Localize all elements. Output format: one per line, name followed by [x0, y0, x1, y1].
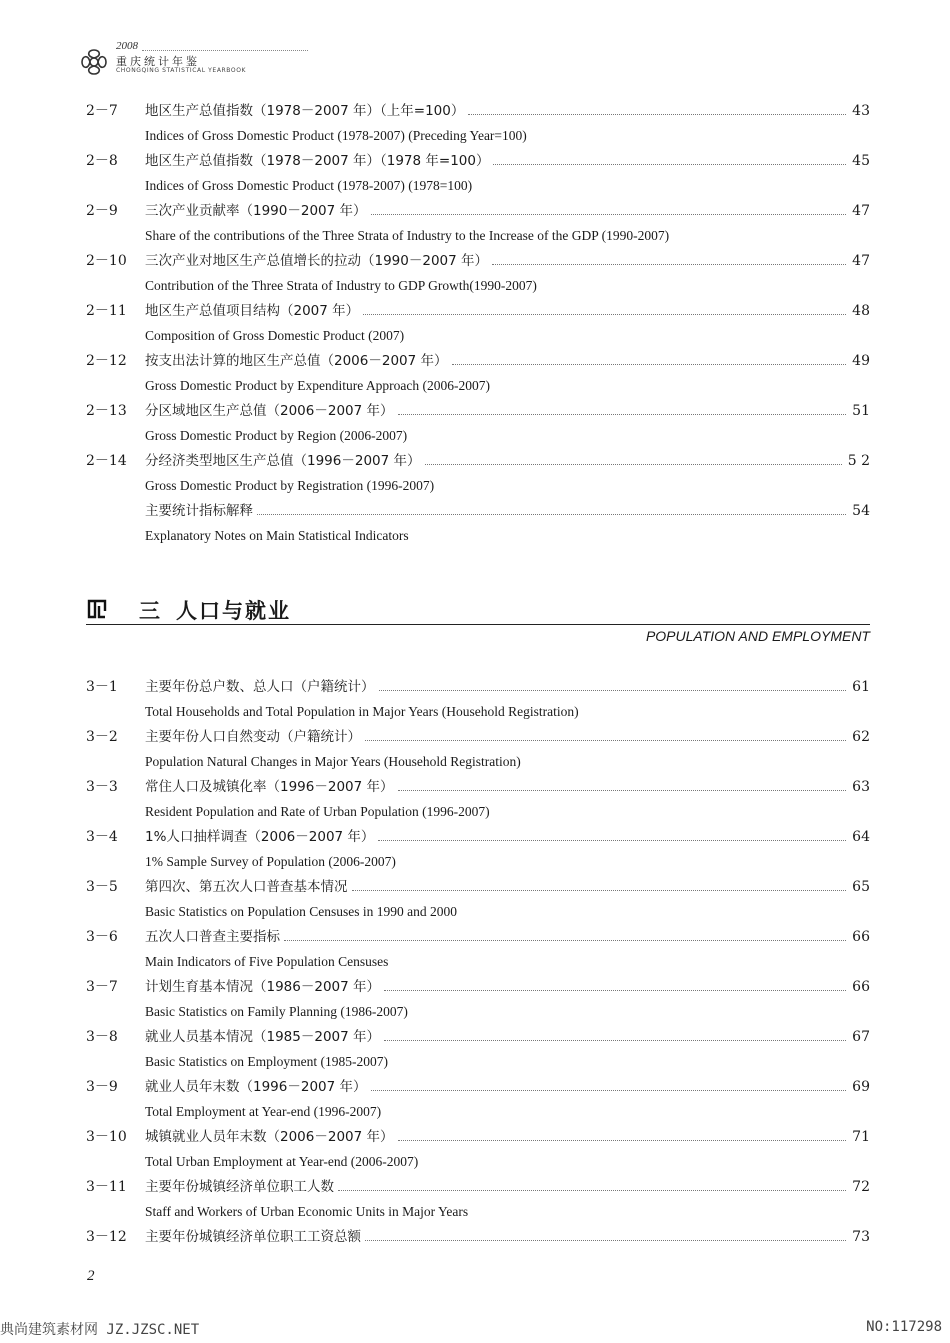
toc-leader-dots — [425, 464, 842, 465]
toc-entry-number: 3－4 — [86, 829, 118, 845]
toc-entry-title-cn: 主要年份城镇经济单位职工人数 — [145, 1179, 334, 1195]
toc-entry-number: 3－8 — [86, 1029, 118, 1045]
toc-leader-dots — [371, 1090, 847, 1091]
toc-entry[interactable] — [0, 778, 950, 828]
toc-entry-page: 43 — [852, 103, 870, 119]
toc-entry-title-en: 1% Sample Survey of Population (2006-2007) — [145, 854, 396, 869]
toc-entry-page: 49 — [852, 353, 870, 369]
toc-leader-dots — [398, 790, 847, 791]
toc-entry-line — [145, 302, 870, 320]
toc-entry-title-cn: 就业人员基本情况（1985－2007 年） — [145, 1029, 381, 1045]
toc-entry[interactable] — [0, 102, 950, 152]
toc-entry-number: 2－12 — [86, 353, 127, 369]
toc-entry-title-en: Population Natural Changes in Major Years (Household Registration) — [145, 754, 521, 769]
toc-entry-line — [145, 678, 870, 696]
yearbook-logo-icon — [80, 48, 108, 76]
toc-leader-dots — [384, 1040, 846, 1041]
toc-entry-title-en: Gross Domestic Product by Region (2006-2007) — [145, 428, 408, 443]
toc-entry-page: 62 — [852, 729, 870, 745]
toc-entry-line — [145, 102, 870, 120]
toc-entry-line — [145, 152, 870, 170]
toc-leader-dots — [352, 890, 847, 891]
toc-entry-title-cn: 1%人口抽样调查（2006－2007 年） — [145, 829, 375, 845]
watermark-site: 典尚建筑素材网 JZ.JZSC.NET — [0, 1322, 200, 1338]
toc-entry-number: 2－13 — [86, 403, 127, 419]
toc-entry[interactable] — [0, 502, 950, 552]
section3-rule — [86, 624, 870, 625]
toc-entry-page: 51 — [852, 403, 870, 419]
toc-entry-number: 3－1 — [86, 679, 118, 695]
toc-entry-page: 61 — [852, 679, 870, 695]
toc-entry[interactable] — [0, 252, 950, 302]
toc-entry-title-cn: 五次人口普查主要指标 — [145, 929, 280, 945]
toc-entry-title-cn: 就业人员年末数（1996－2007 年） — [145, 1079, 367, 1095]
toc-entry-line — [145, 978, 870, 996]
toc-entry-title-cn: 计划生育基本情况（1986－2007 年） — [145, 979, 381, 995]
toc-entry-title-en: Basic Statistics on Family Planning (1986-2007) — [145, 1004, 408, 1019]
section3-title-cn: 人口与就业 — [176, 599, 291, 623]
toc-leader-dots — [363, 314, 846, 315]
toc-entry-title-cn: 三次产业对地区生产总值增长的拉动（1990－2007 年） — [145, 253, 489, 269]
toc-entry-title-cn: 地区生产总值指数（1978－2007 年）（上年=100） — [145, 103, 465, 119]
page-number: 2 — [87, 1268, 95, 1284]
toc-leader-dots — [492, 264, 846, 265]
toc-entry-title-en: Main Indicators of Five Population Censuses — [145, 954, 389, 969]
toc-entry-number: 2－9 — [86, 203, 118, 219]
section-marker-icon — [86, 598, 108, 620]
toc-entry-title-cn: 三次产业贡献率（1990－2007 年） — [145, 203, 367, 219]
toc-leader-dots — [257, 514, 846, 515]
toc-entry-title-en: Total Employment at Year-end (1996-2007) — [145, 1104, 382, 1119]
toc-entry-title-en: Indices of Gross Domestic Product (1978-2007) (1978=100) — [145, 178, 473, 193]
toc-entry-number: 3－7 — [86, 979, 118, 995]
toc-entry-number: 2－7 — [86, 103, 118, 119]
header-year: 2008 — [116, 40, 138, 52]
toc-leader-dots — [468, 114, 846, 115]
toc-entry[interactable] — [0, 978, 950, 1028]
toc-entry-page: 54 — [852, 503, 870, 519]
toc-entry[interactable] — [0, 1128, 950, 1178]
toc-leader-dots — [493, 164, 846, 165]
toc-entry-title-en: Indices of Gross Domestic Product (1978-2007) (Preceding Year=100) — [145, 128, 527, 143]
toc-entry-title-cn: 主要年份人口自然变动（户籍统计） — [145, 729, 361, 745]
toc-entry-line — [145, 828, 870, 846]
toc-entry-line — [145, 402, 870, 420]
toc-entry[interactable] — [0, 678, 950, 728]
toc-entry-page: 47 — [852, 203, 870, 219]
toc-entry-title-en: Share of the contributions of the Three Strata of Industry to the Increase of the GDP (1990-2007) — [145, 228, 670, 243]
toc-entry[interactable] — [0, 878, 950, 928]
toc-entry[interactable] — [0, 728, 950, 778]
toc-entry-page: 63 — [852, 779, 870, 795]
section3-heading — [0, 594, 950, 650]
toc-entry-line — [145, 202, 870, 220]
toc-entry-number: 2－8 — [86, 153, 118, 169]
toc-entry-page: 5 2 — [847, 453, 870, 469]
toc-entry-number: 3－5 — [86, 879, 118, 895]
toc-leader-dots — [452, 364, 847, 365]
toc-entry[interactable] — [0, 152, 950, 202]
toc-entry-title-cn: 按支出法计算的地区生产总值（2006－2007 年） — [145, 353, 448, 369]
toc-leader-dots — [371, 214, 847, 215]
toc-entry-title-cn: 地区生产总值项目结构（2007 年） — [145, 303, 360, 319]
toc-entry-line — [145, 1128, 870, 1146]
toc-entry-line — [145, 778, 870, 796]
toc-entry-title-cn: 主要年份总户数、总人口（户籍统计） — [145, 679, 375, 695]
toc-entry-title-cn: 第四次、第五次人口普查基本情况 — [145, 879, 348, 895]
header-title-cn: 重庆统计年鉴 — [116, 55, 200, 68]
header-title-en: CHONGQING STATISTICAL YEARBOOK — [116, 67, 247, 74]
toc-entry-title-en: Contribution of the Three Strata of Industry to GDP Growth(1990-2007) — [145, 278, 537, 293]
toc-entry-page: 73 — [852, 1229, 870, 1245]
toc-entry[interactable] — [0, 928, 950, 978]
toc-entry-title-cn: 分经济类型地区生产总值（1996－2007 年） — [145, 453, 421, 469]
toc-entry-title-cn: 主要统计指标解释 — [145, 503, 253, 519]
toc-entry-title-en: Gross Domestic Product by Expenditure Approach (2006-2007) — [145, 378, 490, 393]
toc-entry-line — [145, 1228, 870, 1246]
toc-entry-page: 64 — [852, 829, 870, 845]
toc-entry-number: 2－14 — [86, 453, 127, 469]
toc-entry-page: 69 — [852, 1079, 870, 1095]
section3-title-en: POPULATION AND EMPLOYMENT — [645, 628, 870, 644]
toc-entry-title-cn: 主要年份城镇经济单位职工工资总额 — [145, 1229, 361, 1245]
toc-entry-page: 65 — [852, 879, 870, 895]
toc-leader-dots — [365, 1240, 846, 1241]
toc-entry[interactable] — [0, 352, 950, 402]
toc-entry-page: 71 — [852, 1129, 870, 1145]
toc-entry-title-en: Total Urban Employment at Year-end (2006-2007) — [145, 1154, 419, 1169]
toc-entry[interactable] — [0, 1228, 950, 1278]
toc-leader-dots — [284, 940, 846, 941]
toc-entry[interactable] — [0, 1178, 950, 1228]
toc-entry-number: 3－9 — [86, 1079, 118, 1095]
toc-leader-dots — [365, 740, 846, 741]
toc-entry-number: 2－10 — [86, 253, 127, 269]
toc-entry-line — [145, 1178, 870, 1196]
toc-entry-title-en: Gross Domestic Product by Registration (1996-2007) — [145, 478, 435, 493]
toc-entry-line — [145, 928, 870, 946]
toc-leader-dots — [384, 990, 846, 991]
toc-leader-dots — [398, 414, 847, 415]
toc-entry[interactable] — [0, 452, 950, 502]
toc-entry-number: 3－2 — [86, 729, 118, 745]
toc-entry[interactable] — [0, 302, 950, 352]
toc-entry-title-en: Total Households and Total Population in Major Years (Household Registration) — [145, 704, 579, 719]
toc-entry-title-en: Composition of Gross Domestic Product (2007) — [145, 328, 405, 343]
toc-entry-page: 72 — [852, 1179, 870, 1195]
toc-entry-number: 3－6 — [86, 929, 118, 945]
toc-entry-page: 47 — [852, 253, 870, 269]
toc-entry[interactable] — [0, 402, 950, 452]
toc-entry-title-en: Resident Population and Rate of Urban Population (1996-2007) — [145, 804, 490, 819]
toc-leader-dots — [379, 690, 847, 691]
toc-entry[interactable] — [0, 1028, 950, 1078]
toc-entry-number: 2－11 — [86, 303, 127, 319]
toc-entry-title-cn: 分区域地区生产总值（2006－2007 年） — [145, 403, 394, 419]
toc-entry-page: 66 — [852, 929, 870, 945]
toc-entry-line — [145, 728, 870, 746]
toc-entry-title-en: Explanatory Notes on Main Statistical Indicators — [145, 528, 409, 543]
toc-entry[interactable] — [0, 202, 950, 252]
toc-entry-line — [145, 252, 870, 270]
toc-entry-title-cn: 常住人口及城镇化率（1996－2007 年） — [145, 779, 394, 795]
toc-entry-line — [145, 1078, 870, 1096]
toc-entry-title-en: Staff and Workers of Urban Economic Units in Major Years — [145, 1204, 469, 1219]
toc-entry-title-cn: 城镇就业人员年末数（2006－2007 年） — [145, 1129, 394, 1145]
toc-entry-number: 3－12 — [86, 1229, 127, 1245]
toc-leader-dots — [338, 1190, 846, 1191]
section3-number: 三 — [139, 599, 160, 623]
toc-entry-line — [145, 1028, 870, 1046]
toc-entry-line — [145, 502, 870, 520]
toc-entry-number: 3－10 — [86, 1129, 127, 1145]
toc-entry[interactable] — [0, 1078, 950, 1128]
toc-entry-line — [145, 452, 870, 470]
toc-entry-line — [145, 878, 870, 896]
toc-entry-page: 48 — [852, 303, 870, 319]
toc-entry-number: 3－11 — [86, 1179, 127, 1195]
toc-entry-page: 67 — [852, 1029, 870, 1045]
toc-entry-title-en: Basic Statistics on Employment (1985-2007) — [145, 1054, 388, 1069]
toc-entry-line — [145, 352, 870, 370]
toc-leader-dots — [398, 1140, 847, 1141]
toc-entry-number: 3－3 — [86, 779, 118, 795]
header-rule — [142, 50, 308, 51]
watermark-id: NO:117298 — [866, 1319, 942, 1335]
toc-entry-page: 45 — [852, 153, 870, 169]
toc-entry[interactable] — [0, 828, 950, 878]
toc-entry-title-cn: 地区生产总值指数（1978－2007 年）（1978 年=100） — [145, 153, 490, 169]
toc-leader-dots — [378, 840, 846, 841]
toc-entry-page: 66 — [852, 979, 870, 995]
toc-entry-title-en: Basic Statistics on Population Censuses in 1990 and 2000 — [145, 904, 457, 919]
